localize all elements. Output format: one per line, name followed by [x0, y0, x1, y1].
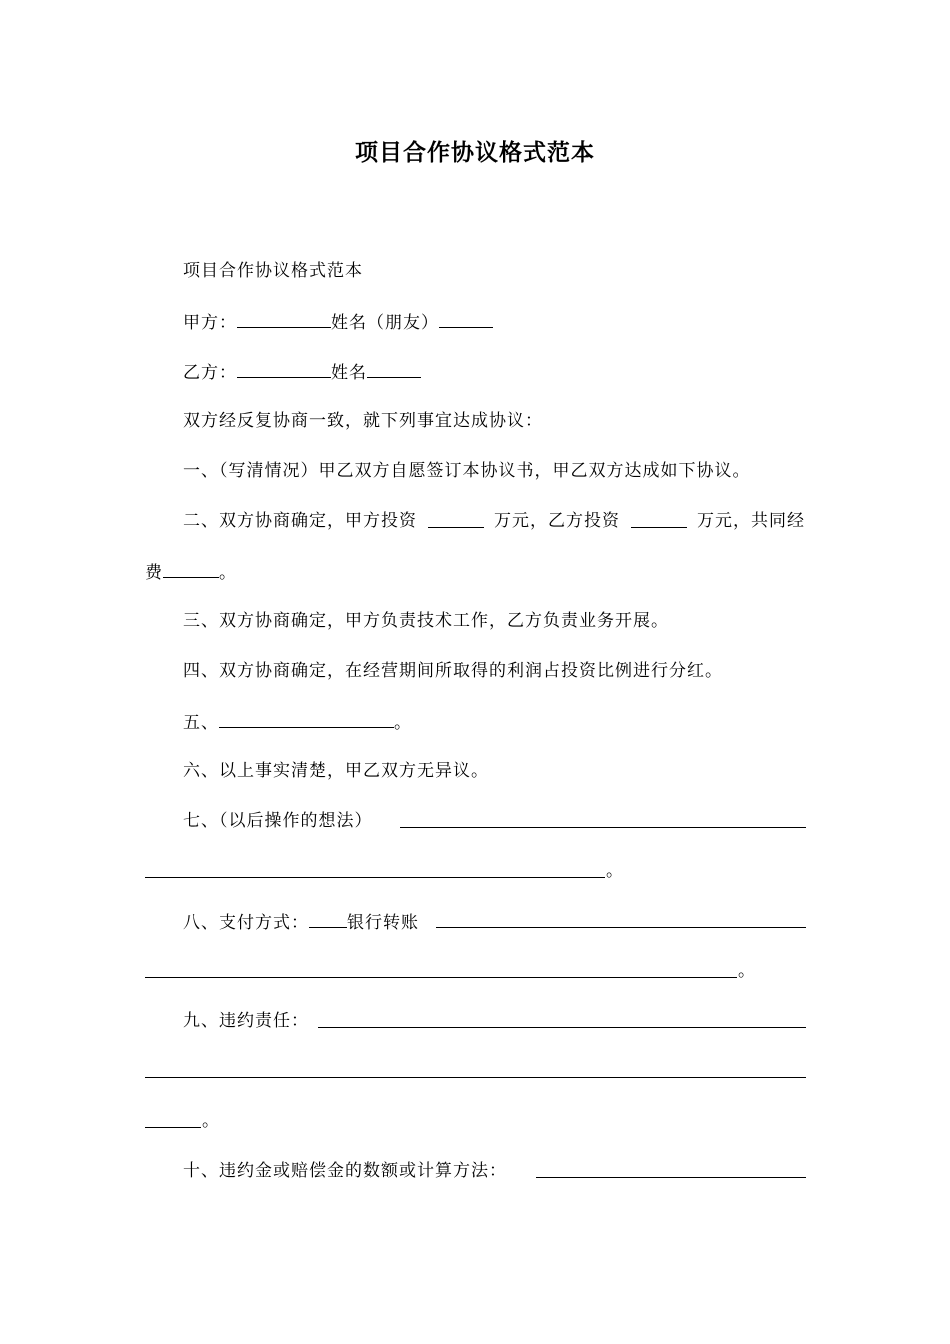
clause-5: [183, 711, 412, 733]
party-a-name-blank: [439, 311, 493, 328]
clause-8-blank-a: [309, 911, 347, 928]
clause-3: 三、双方协商确定，甲方负责技术工作，乙方负责业务开展。: [183, 611, 669, 631]
party-a-name-label: 姓名（朋友）: [331, 313, 439, 333]
clause-7-suffix: 。: [606, 861, 624, 881]
clause-10: [183, 1161, 507, 1181]
clause-4: 四、双方协商确定，在经营期间所取得的利润占投资比例进行分红。: [183, 661, 723, 681]
party-b-label: 乙方：: [183, 363, 237, 383]
clause-8: [183, 911, 419, 933]
clause-7-blank-line-2: [145, 877, 605, 878]
clause-2-mid2: 万元，共同经: [697, 511, 805, 531]
clause-10-blank-line: [536, 1177, 806, 1178]
party-b-name-blank: [367, 361, 421, 378]
intro-line: 双方经反复协商一致，就下列事宜达成协议：: [183, 411, 543, 431]
clause-7-blank-line-1: [400, 827, 806, 828]
clause-2-line2-suffix: 。: [219, 563, 237, 583]
clause-1: 一、（写清情况）甲乙双方自愿签订本协议书，甲乙双方达成如下协议。: [183, 461, 751, 481]
clause-9-blank-line-3: [145, 1127, 201, 1128]
clause-9-blank-line-1: [318, 1027, 806, 1028]
clause-2-continued: [145, 561, 237, 583]
clause-8-suffix: 。: [738, 961, 756, 981]
clause-10-prefix: 十、违约金或赔偿金的数额或计算方法：: [183, 1161, 507, 1181]
clause-7-prefix: 七、（以后操作的想法）: [183, 811, 373, 831]
party-a-blank: [237, 311, 331, 328]
clause-2-line2-prefix: 费: [145, 563, 163, 583]
clause-2-blank-a: [428, 511, 484, 528]
clause-7: [183, 811, 373, 831]
clause-2: [183, 511, 805, 531]
clause-5-blank: [219, 711, 394, 728]
party-b-name-label: 姓名: [331, 363, 367, 383]
clause-5-prefix: 五、: [183, 713, 219, 733]
clause-2-blank-b: [631, 511, 687, 528]
clause-2-blank-c: [163, 561, 219, 578]
clause-9: [183, 1011, 309, 1031]
clause-2-prefix: 二、双方协商确定，甲方投资: [183, 511, 417, 531]
clause-9-suffix: 。: [202, 1111, 220, 1131]
clause-8-prefix: 八、支付方式：: [183, 913, 309, 933]
clause-8-filled-value: 银行转账: [347, 913, 419, 933]
party-b-line: [183, 361, 421, 383]
clause-2-mid1: 万元，乙方投资: [494, 511, 620, 531]
clause-5-suffix: 。: [394, 713, 412, 733]
party-a-label: 甲方：: [183, 313, 237, 333]
clause-9-blank-line-2: [145, 1077, 806, 1078]
clause-6: 六、以上事实清楚，甲乙双方无异议。: [183, 761, 489, 781]
party-b-blank: [237, 361, 331, 378]
document-title: 项目合作协议格式范本: [355, 140, 595, 166]
party-a-line: [183, 311, 493, 333]
clause-8-blank-line-1: [436, 927, 806, 928]
document-subtitle: 项目合作协议格式范本: [183, 261, 363, 281]
clause-8-blank-line-2: [145, 977, 737, 978]
clause-9-prefix: 九、违约责任：: [183, 1011, 309, 1031]
